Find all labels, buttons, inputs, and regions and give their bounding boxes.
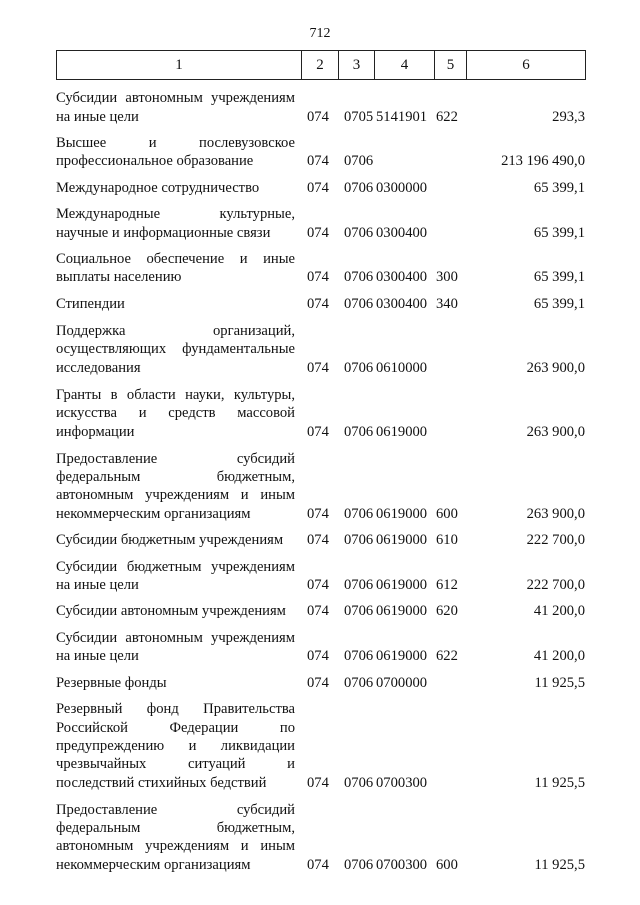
expense-type-code: 600 (436, 505, 458, 522)
article-code: 0300400 (376, 224, 428, 241)
article-code: 0300000 (376, 179, 428, 196)
line-item-name: Социальное обеспечение и иные выплаты населению (56, 251, 295, 286)
table-row (56, 385, 588, 449)
expense-type-code (434, 134, 466, 179)
expense-type-code: 612 (436, 577, 458, 594)
table-row (56, 250, 588, 295)
line-item-name: Высшее и послевузовское профессиональное образование (56, 135, 295, 170)
table-row (56, 700, 588, 800)
admin-code: 074 (307, 674, 329, 691)
expense-type-code: 622 (436, 648, 458, 665)
column-header-1: 1 (57, 51, 302, 80)
expense-type-code (434, 700, 466, 800)
table-row (56, 602, 588, 628)
amount: 65 399,1 (533, 179, 585, 196)
article-code: 0300400 (376, 269, 428, 286)
column-header-6: 6 (467, 51, 586, 80)
table-row (56, 449, 588, 531)
admin-code: 074 (307, 577, 329, 594)
section-code: 0706 (344, 269, 374, 286)
expense-type-code (434, 674, 466, 700)
article-code: 0619000 (376, 532, 428, 549)
section-code: 0706 (344, 774, 374, 791)
table-row (56, 531, 588, 557)
article-code: 0619000 (376, 648, 428, 665)
admin-code: 074 (307, 648, 329, 665)
article-code: 0700300 (376, 774, 428, 791)
admin-code: 074 (307, 269, 329, 286)
section-code: 0706 (344, 577, 374, 594)
line-item-name: Резервный фонд Правительства Российской Федерации по предупреждению и ликвидации чрезвычайных ситуаций и последствий стихийных бедствий (56, 701, 295, 791)
amount: 222 700,0 (526, 532, 585, 549)
column-header-row (57, 51, 586, 80)
section-code: 0706 (344, 674, 374, 691)
budget-table (56, 84, 588, 882)
line-item-name: Международное сотрудничество (56, 179, 260, 196)
admin-code: 074 (307, 774, 329, 791)
column-header-5: 5 (435, 51, 467, 80)
admin-code: 074 (307, 423, 329, 440)
section-code: 0706 (344, 423, 374, 440)
table-row (56, 179, 588, 205)
article-code: 0619000 (376, 603, 428, 620)
table-row (56, 674, 588, 700)
section-code: 0706 (344, 856, 374, 873)
section-code: 0706 (344, 532, 374, 549)
article-code (374, 134, 434, 179)
line-item-name: Предоставление субсидий федеральным бюджетным, автономным учреждениям и иным некоммерческим организациям (56, 450, 295, 522)
admin-code: 074 (307, 359, 329, 376)
section-code: 0706 (344, 603, 374, 620)
expense-type-code: 340 (436, 295, 458, 312)
amount: 41 200,0 (533, 648, 585, 665)
page-number: 712 (309, 26, 331, 41)
article-code: 0700000 (376, 674, 428, 691)
amount: 263 900,0 (526, 359, 585, 376)
expense-type-code (434, 385, 466, 449)
table-row (56, 558, 588, 603)
admin-code: 074 (307, 224, 329, 241)
line-item-name: Субсидии бюджетным учреждениям (56, 532, 284, 549)
section-code: 0706 (344, 505, 374, 522)
expense-type-code: 620 (436, 603, 458, 620)
amount: 213 196 490,0 (501, 153, 585, 170)
article-code: 0619000 (376, 505, 428, 522)
admin-code: 074 (307, 153, 329, 170)
column-header-2: 2 (302, 51, 339, 80)
table-row (56, 321, 588, 385)
line-item-name: Субсидии автономным учреждениям на иные цели (56, 90, 295, 125)
section-code: 0706 (344, 224, 374, 241)
admin-code: 074 (307, 108, 329, 125)
section-code: 0706 (344, 179, 374, 196)
expense-type-code: 300 (436, 269, 458, 286)
article-code: 0700300 (376, 856, 428, 873)
expense-type-code (434, 179, 466, 205)
line-item-name: Международные культурные, научные и информационные связи (56, 206, 295, 241)
line-item-name: Гранты в области науки, культуры, искусства и средств массовой информации (56, 387, 295, 440)
amount: 222 700,0 (526, 577, 585, 594)
table-row (56, 84, 588, 134)
admin-code: 074 (307, 603, 329, 620)
amount: 263 900,0 (526, 505, 585, 522)
table-row (56, 295, 588, 321)
amount: 293,3 (552, 108, 585, 125)
column-header-table (56, 50, 586, 80)
amount: 65 399,1 (533, 295, 585, 312)
amount: 11 925,5 (534, 674, 585, 691)
amount: 41 200,0 (533, 603, 585, 620)
section-code: 0705 (344, 108, 374, 125)
expense-type-code (434, 321, 466, 385)
section-code: 0706 (344, 648, 374, 665)
line-item-name: Субсидии автономным учреждениям на иные цели (56, 629, 295, 665)
line-item-name: Стипендии (56, 295, 125, 312)
admin-code: 074 (307, 856, 329, 873)
admin-code: 074 (307, 532, 329, 549)
table-row (56, 134, 588, 179)
admin-code: 074 (307, 179, 329, 196)
expense-type-code: 610 (436, 532, 458, 549)
line-item-name: Субсидии бюджетным учреждениям на иные цели (56, 558, 295, 594)
article-code: 0300400 (376, 295, 428, 312)
amount: 65 399,1 (533, 269, 585, 286)
table-row (56, 800, 588, 882)
amount: 263 900,0 (526, 423, 585, 440)
line-item-name: Резервные фонды (56, 674, 167, 691)
table-row (56, 629, 588, 674)
article-code: 0619000 (376, 577, 428, 594)
line-item-name: Субсидии автономным учреждениям (56, 603, 286, 620)
line-item-name: Поддержка организаций, осуществляющих фундаментальные исследования (56, 323, 295, 376)
article-code: 0610000 (376, 359, 428, 376)
admin-code: 074 (307, 295, 329, 312)
amount: 65 399,1 (533, 224, 585, 241)
section-code: 0706 (344, 359, 374, 376)
column-header-4: 4 (375, 51, 435, 80)
expense-type-code (434, 205, 466, 250)
article-code: 0619000 (376, 423, 428, 440)
table-row (56, 205, 588, 250)
column-header-3: 3 (339, 51, 375, 80)
article-code: 5141901 (376, 108, 428, 125)
line-item-name: Предоставление субсидий федеральным бюджетным, автономным учреждениям и иным некоммерческим организациям (56, 801, 295, 873)
section-code: 0706 (344, 153, 374, 170)
amount: 11 925,5 (534, 856, 585, 873)
budget-table-body (56, 84, 588, 882)
admin-code: 074 (307, 505, 329, 522)
amount: 11 925,5 (534, 774, 585, 791)
expense-type-code: 600 (436, 856, 458, 873)
expense-type-code: 622 (436, 108, 458, 125)
section-code: 0706 (344, 295, 374, 312)
